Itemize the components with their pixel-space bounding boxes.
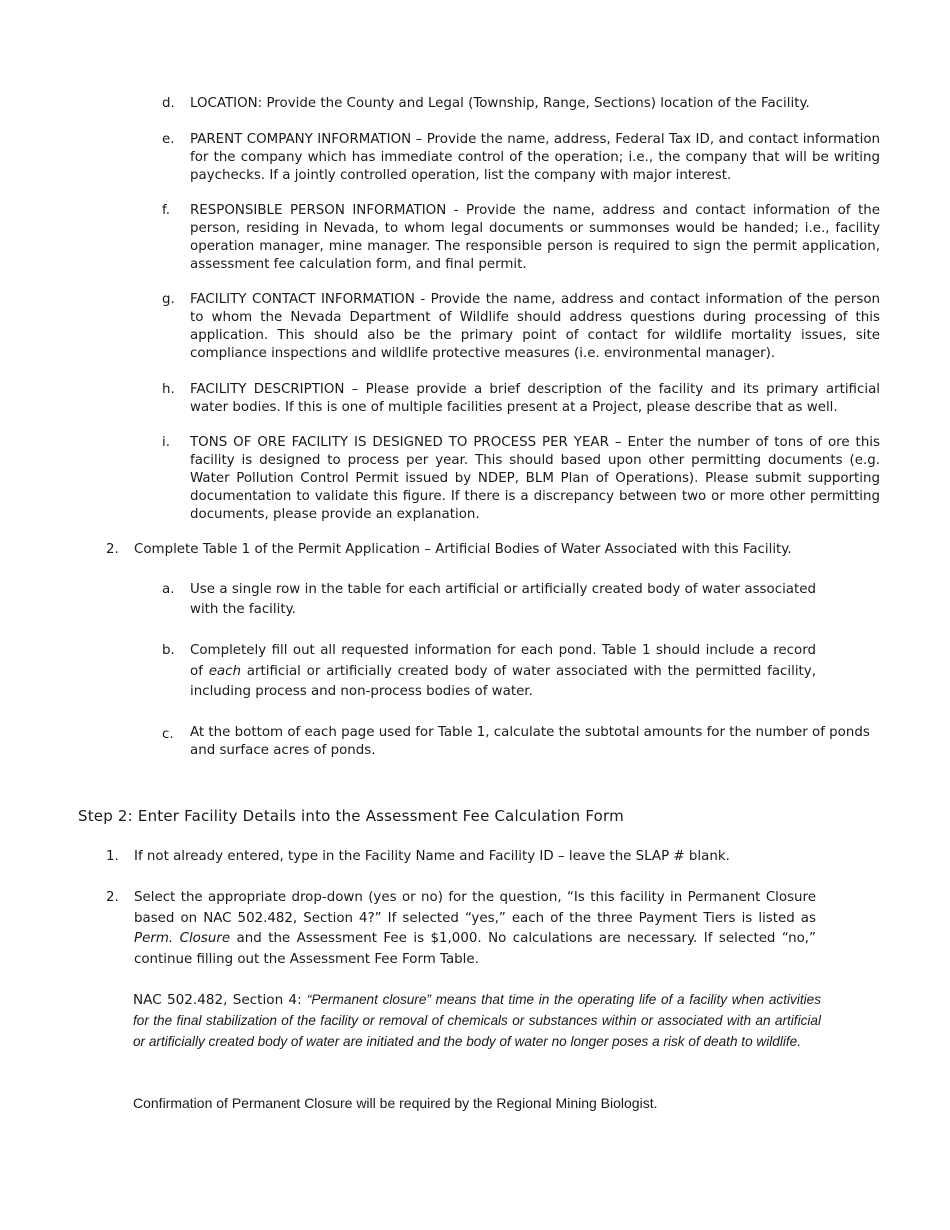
list-item-text: FACILITY CONTACT INFORMATION - Provide the name, address and contact information of the person to whom the Nevada Department of Wildlife should address questions during processing of this application. This should also be the primary point of contact for wildlife mortality issues, site compliance inspections and wildlife protective measures (i.e. environmental manager).	[190, 292, 880, 361]
quote-lead: NAC 502.482, Section 4:	[133, 992, 307, 1008]
list-marker: c.	[162, 727, 174, 742]
quote-body: “Permanent closure” means that time in the operating life of a facility when activities for the final stabilization of the facility or removal of chemicals or substances within or associated with an artificial or artificially created body of water are initiated and the body of water no longer poses a risk of death to wildlife.	[133, 992, 821, 1049]
list-item-complete-table-1	[106, 541, 856, 559]
list-marker: b.	[162, 643, 175, 658]
list-item-tons-of-ore	[162, 434, 880, 524]
list-item-text: RESPONSIBLE PERSON INFORMATION - Provide the name, address and contact information of the person, residing in Nevada, to whom legal documents or summonses would be handed; i.e., facility operation manager, mine manager. The responsible person is required to sign the permit application, assessment fee calculation form, and final permit.	[190, 203, 880, 272]
list-marker: i.	[162, 435, 170, 450]
list-item-text: TONS OF ORE FACILITY IS DESIGNED TO PROCESS PER YEAR – Enter the number of tons of ore this facility is designed to process per year. This should based upon other permitting documents (e.g. Water Pollution Control Permit issued by NDEP, BLM Plan of Operations). Please submit supporting documentation to validate this figure. If there is a discrepancy between two or more other permitting documents, please provide an explanation.	[190, 435, 880, 522]
text-run: Completely fill out all requested information for each pond. Table 1 should include a record of	[190, 643, 816, 679]
emphasis-text: Perm. Closure	[134, 931, 231, 947]
list-item-text	[190, 641, 816, 703]
list-item-text: Use a single row in the table for each artificial or artificially created body of water associated with the facility.	[190, 582, 816, 617]
list-marker: 2.	[106, 542, 119, 557]
list-item-text: If not already entered, type in the Facility Name and Facility ID – leave the SLAP # blank.	[134, 849, 730, 864]
list-item-permanent-closure-question	[106, 888, 816, 970]
list-item-responsible-person	[162, 202, 880, 274]
list-item-single-row	[162, 580, 816, 620]
list-marker: f.	[162, 203, 170, 218]
list-marker: d.	[162, 96, 175, 111]
confirmation-note: Confirmation of Permanent Closure will be required by the Regional Mining Biologist.	[133, 1095, 658, 1111]
list-marker: 1.	[106, 849, 119, 864]
list-item-facility-contact	[162, 291, 880, 363]
list-item-subtotal	[162, 724, 880, 760]
list-item-facility-description	[162, 381, 880, 417]
list-item-text: At the bottom of each page used for Table 1, calculate the subtotal amounts for the number of ponds and surface acres of ponds.	[190, 725, 870, 758]
list-item-text: FACILITY DESCRIPTION – Please provide a brief description of the facility and its primary artificial water bodies. If this is one of multiple facilities present at a Project, please describe that as well.	[190, 382, 880, 415]
list-item-text: LOCATION: Provide the County and Legal (Township, Range, Sections) location of the Facility.	[190, 96, 810, 111]
section-heading-step-2: Step 2: Enter Facility Details into the Assessment Fee Calculation Form	[78, 807, 624, 825]
list-marker: e.	[162, 132, 175, 147]
nac-definition-quote	[133, 990, 821, 1052]
emphasis-text: each	[208, 663, 241, 679]
list-item-parent-company	[162, 131, 880, 185]
text-run: and the Assessment Fee is $1,000. No calculations are necessary. If selected “no,” continue filling out the Assessment Fee Form Table.	[134, 931, 816, 967]
list-marker: a.	[162, 582, 175, 597]
text-run: Select the appropriate drop-down (yes or no) for the question, “Is this facility in Permanent Closure based on NAC 502.482, Section 4?” If selected “yes,” each of the three Payment Tiers is listed as	[134, 890, 816, 926]
list-item-fill-out-info	[162, 641, 816, 703]
list-marker: 2.	[106, 890, 119, 905]
list-item-text: PARENT COMPANY INFORMATION – Provide the name, address, Federal Tax ID, and contact information for the company which has immediate control of the operation; i.e., the company that will be writing paychecks. If a jointly controlled operation, list the company with major interest.	[190, 132, 880, 183]
list-marker: h.	[162, 382, 175, 397]
list-item-enter-facility-name	[106, 848, 856, 866]
list-marker: g.	[162, 292, 175, 307]
text-run: artificial or artificially created body of water associated with the permitted facility, including process and non-process bodies of water.	[190, 663, 816, 699]
list-item-location	[162, 95, 880, 113]
list-item-text	[134, 888, 816, 970]
list-item-text: Complete Table 1 of the Permit Application – Artificial Bodies of Water Associated with this Facility.	[134, 542, 792, 557]
